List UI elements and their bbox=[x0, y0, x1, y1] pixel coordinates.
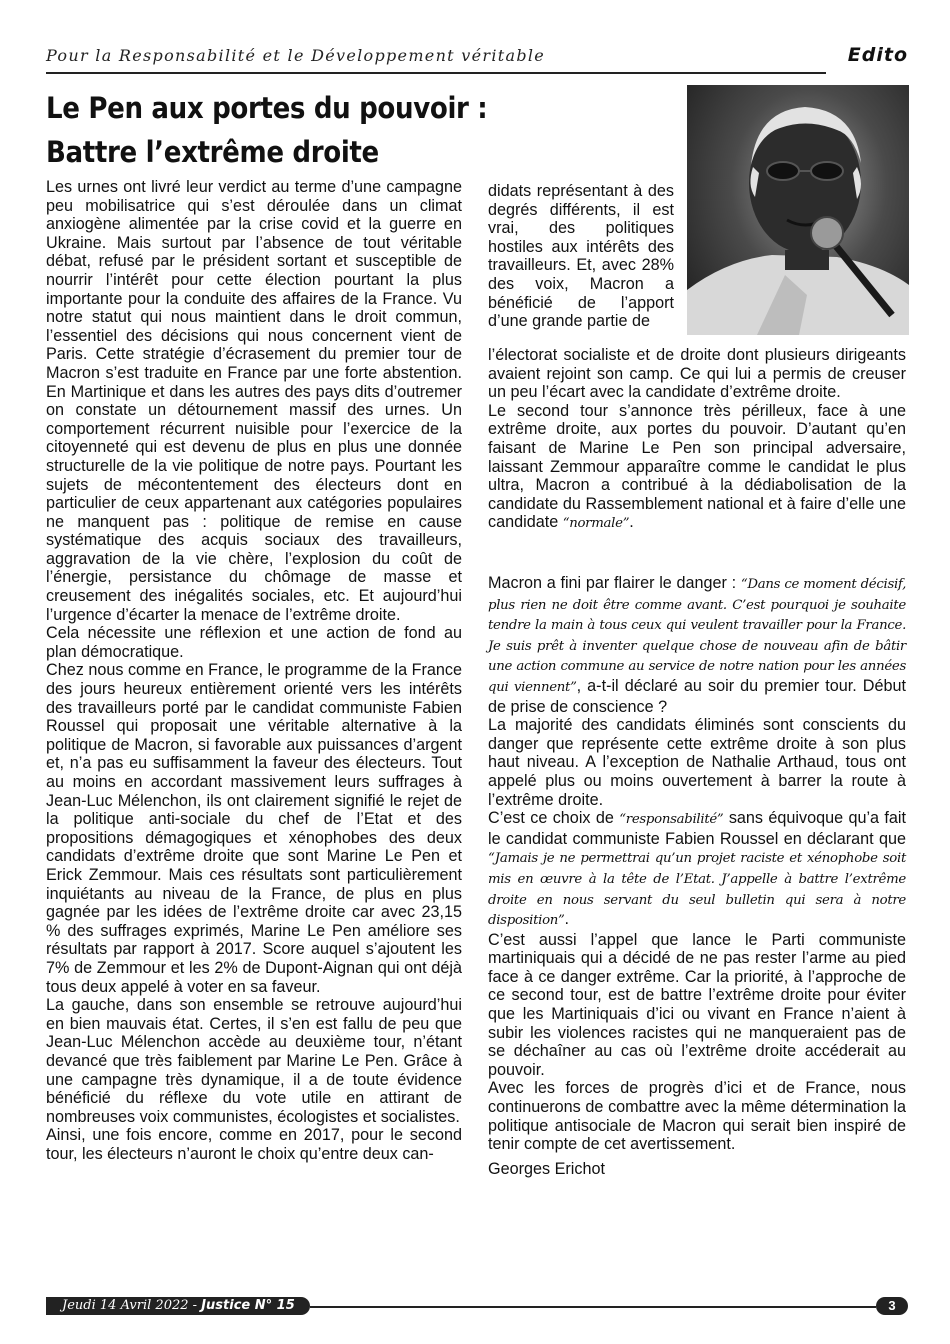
text-run: Le second tour s’annonce très périlleux, face à une extrême droite, aux portes du pouvoir. D’autant qu’en faisant de Marine Le Pen son principal adversaire, laissant Zemmour apparaître comme le candidat le plus ultra, Macron a contribué à la dédiabolisation de la candidate du Rassemblement national et à faire d’elle une candidate bbox=[488, 401, 906, 532]
footer-issue bbox=[46, 1297, 310, 1315]
text-run: , a-t-il déclaré au soir du premier tour. Début de prise de conscience ? bbox=[488, 676, 907, 716]
paragraph: didats représentant à des degrés différents, il est vrai, des politiques hostiles aux intérêts des travailleurs. Et, avec 28% des voix, Macron a bénéficié de l’apport d’une grande partie de bbox=[488, 182, 674, 331]
footer-publication: Justice N° 15 bbox=[201, 1298, 295, 1313]
paragraph: Les urnes ont livré leur verdict au terme d’une campagne peu mobilisatrice qui s’est déroulée dans un climat anxiogène alimentée par la crise covid et la guerre en Ukraine. Mais surtout par l’absence de tout véritable débat, refusé par le président sortant et susceptible de nourrir l’intérêt pour cette élection pourtant la plus importante pour la conduite des affaires de la France. Vu notre statut qui nous maintient dans le droit commun, l’essentiel des décisions qui nous concernent vient de Paris. Cette stratégie d’écrasement du premier tour de Macron s’est traduite en France par une forte abstention. En Martinique et dans les autres des pays dits d’outremer on constate un détournement massif des urnes. Un comportement récurrent nuisible pour l’exercice de la citoyenneté qui est devenu de plus en plus une donnée structurelle de la vie politique de notre pays. Pourtant les sujets de mécontentement des électeurs dont en particulier de ceux appartenant aux catégories populaires ne manquent pas : politique de remise en cause systématique des acquis sociaux des travailleurs, aggravation de la vie chère, l’explosion du coût de l’énergie, persistance du chômage de masse et creusement des inégalités sociales, etc. Et aujourd’hui l’urgence d’écarter la menace de l’extrême droite. bbox=[46, 178, 462, 624]
paragraph: C’est aussi l’appel que lance le Parti communiste martiniquais qui a décidé de ne pas rester l’arme au pied face à ce danger extrême. Car la priorité, à l’approche de ce second tour, est de battre l’extrême droite pour éviter que les Martiniquais d’ici ou vivant en France n’aient à subir les violences racistes qui ne manqueraient pas de se déchaîner au cas où l’extrême droite accéderait au pouvoir. bbox=[488, 930, 906, 1079]
section-label: Edito bbox=[847, 44, 908, 66]
author-photo bbox=[687, 85, 909, 335]
quote: “normale” bbox=[562, 516, 630, 532]
author-signature: Georges Erichot bbox=[488, 1159, 605, 1178]
portrait-illustration bbox=[687, 85, 909, 335]
paragraph: La majorité des candidats éliminés sont conscients du danger que représente cette extrême droite à son plus haut niveau. A l’exception de Nathalie Arthaud, tous ont appelé plus ou moins ouvertement à barrer la route à l’extrême droite. bbox=[488, 716, 906, 809]
paragraph: Chez nous comme en France, le programme de la France des jours heureux entièrement orienté vers les intérêts des travailleurs porté par le candidat communiste Fabien Roussel qui proposait une véritable alternative à la politique de Macron, si favorable aux puissances d’argent et, n’a pas eu suffisamment la faveur des électeurs. Tout au moins en accordant massivement leurs suffrages à Jean-Luc Mélenchon, ils ont clairement signifié le rejet de la politique anti-sociale du chef de l’Etat et des propositions démagogiques et xénophobes des deux candidats d’extrême droite que sont Marine Le Pen et Erick Zemmour. Mais ces résultats sont particulièrement inquiétants au niveau de la France, de plus en plus gagnée par les idées de l’extrême droite car avec 23,15 % des suffrages exprimés, Marine Le Pen améliore ses résultats par rapport à 2017. Score auquel s’ajoutent les 7% de Zemmour et les 2% de Dupont-Aignan qui ont déjà tous deux appelé à voter en sa faveur. bbox=[46, 661, 462, 996]
quote: “Dans ce moment décisif, plus rien ne doit être comme avant. C’est pourquoi je souhaite tendre la main à tous ceux qui veulent travailler pour la France. Je suis prêt à inventer quelque chose de nouveau afin de bâtir une action commune au service de notre nation pour les années qui viennent” bbox=[488, 577, 907, 695]
text-run: . bbox=[564, 910, 570, 929]
footer-rule bbox=[310, 1306, 876, 1308]
quote: “responsabilité” bbox=[619, 812, 724, 828]
text-run: C’est ce choix de bbox=[488, 809, 614, 828]
column-right-middle bbox=[488, 346, 906, 534]
paragraph: Cela nécessite une réflexion et une action de fond au plan démocratique. bbox=[46, 624, 462, 661]
header-tagline: Pour la Responsabilité et le Développement véritable bbox=[46, 46, 546, 65]
page-number: 3 bbox=[876, 1297, 908, 1315]
header-rule bbox=[46, 72, 826, 74]
footer-date: Jeudi 14 Avril 2022 - bbox=[62, 1298, 202, 1313]
title-line-2: Battre l’extrême droite bbox=[46, 135, 379, 169]
paragraph bbox=[488, 402, 906, 534]
paragraph: Avec les forces de progrès d’ici et de France, nous continuerons de combattre avec la même détermination la politique antisociale de Macron qui serait bien inspiré de tenir compte de cet avertissement. bbox=[488, 1079, 906, 1154]
text-run: . bbox=[629, 513, 634, 532]
article-title bbox=[46, 86, 487, 174]
paragraph bbox=[488, 574, 906, 716]
paragraph: l’électorat socialiste et de droite dont plusieurs dirigeants avaient rejoint son camp. Ce qui lui a permis de creuser un peu l’écart avec la candidate d’extrême droite. bbox=[488, 346, 906, 402]
quote: “Jamais je ne permettrai qu’un projet raciste et xénophobe soit mis en œuvre à la tête de l’Etat. J’appelle à battre l’extrême droite en nous servant du seul bulletin qui sera à notre disposition” bbox=[488, 851, 906, 929]
column-left bbox=[46, 178, 462, 1163]
title-line-1: Le Pen aux portes du pouvoir : bbox=[46, 91, 488, 125]
text-run: sans équivoque qu’a fait le candidat communiste Fabien Roussel en déclarant que bbox=[488, 809, 907, 848]
paragraph: Ainsi, une fois encore, comme en 2017, pour le second tour, les électeurs n’auront le choix qu’entre deux can- bbox=[46, 1126, 462, 1163]
column-right-top bbox=[488, 182, 674, 331]
paragraph: La gauche, dans son ensemble se retrouve aujourd’hui en bien mauvais état. Certes, il s’en est fallu de peu que Jean-Luc Mélenchon accède au deuxième tour, n’étant devancé que très faiblement par Marine Le Pen. Grâce à une campagne très dynamique, il a de toute évidence bénéficié du réflexe du vote utile en attirant de nombreuses voix communistes, écologistes et socialistes. bbox=[46, 996, 462, 1126]
paragraph bbox=[488, 809, 906, 931]
page-header bbox=[46, 46, 908, 72]
text-run: Macron a fini par flairer le danger : bbox=[488, 574, 737, 592]
column-right-bottom bbox=[488, 574, 906, 1178]
